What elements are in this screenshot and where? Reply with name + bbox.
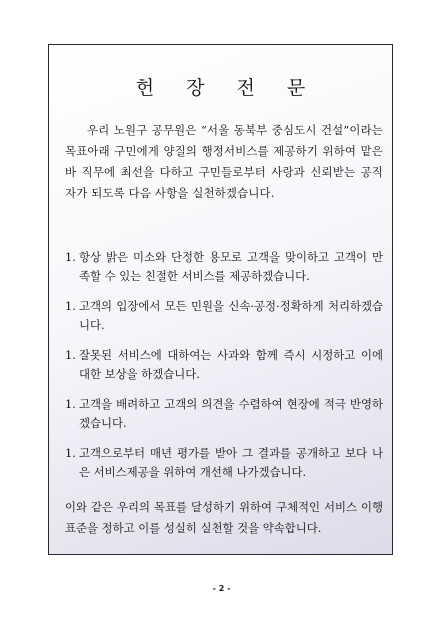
pledge-item (65, 346, 383, 384)
page-number: - 2 - (212, 584, 231, 593)
pledge-list (65, 248, 383, 493)
charter-closing: 이와 같은 우리의 목표를 달성하기 위하여 구체적인 서비스 이행표준을 정하고 이를 성실히 실천할 것을 약속합니다. (65, 500, 383, 535)
charter-title: 헌 장 전 문 (135, 77, 319, 99)
pledge-number: 1. (65, 299, 76, 313)
pledge-text: 항상 밝은 미소와 단정한 용모로 고객을 맞이하고 고객이 만족할 수 있는 친절한 서비스를 제공하겠습니다. (79, 250, 383, 283)
pledge-number: 1. (65, 250, 76, 264)
pledge-item (65, 395, 383, 433)
pledge-item (65, 297, 383, 335)
pledge-text: 잘못된 서비스에 대하여는 사과와 함께 즉시 시정하고 이에 대한 보상을 하겠습니다. (79, 348, 383, 381)
pledge-text: 고객의 입장에서 모든 민원을 신속·공정·정확하게 처리하겠습니다. (79, 299, 383, 332)
pledge-number: 1. (65, 348, 76, 362)
pledge-item (65, 444, 383, 482)
pledge-number: 1. (65, 446, 76, 460)
pledge-text: 고객으로부터 매년 평가를 받아 그 결과를 공개하고 보다 나은 서비스제공을 위하여 개선해 나가겠습니다. (79, 446, 383, 479)
charter-preamble: 우리 노원구 공무원은 “서울 동북부 중심도시 건설”이라는 목표아래 구민에게 양질의 행정서비스를 제공하기 위하여 맡은바 직무에 최선을 다하고 구민들로부터 사랑과 신뢰받는 공직자가 되도록 다음 사항을 실천하겠습니다. (65, 123, 383, 200)
charter-box (48, 44, 393, 555)
pledge-item (65, 248, 383, 286)
pledge-number: 1. (65, 397, 76, 411)
pledge-text: 고객을 배려하고 고객의 의견을 수렴하여 현장에 적극 반영하겠습니다. (79, 397, 383, 430)
